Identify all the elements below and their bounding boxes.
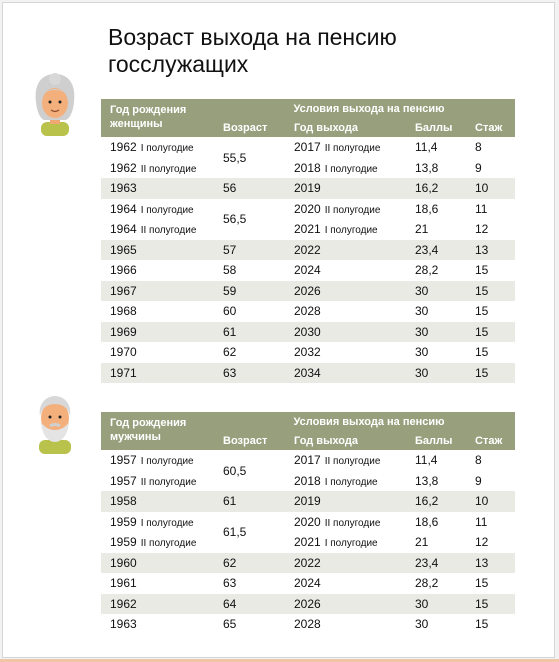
exit-half-year: II полугодие	[324, 143, 381, 155]
points-value: 18,6	[415, 201, 439, 216]
retirement-age: 56,5	[223, 212, 247, 226]
retirement-age: 62	[223, 555, 237, 570]
points-value: 11,4	[415, 140, 438, 155]
tenure-value: 10	[475, 494, 489, 509]
birth-year-header	[101, 99, 223, 137]
tenure-cell	[475, 471, 515, 492]
birth-year-cell	[101, 532, 223, 553]
points-cell	[415, 137, 475, 158]
exit-year: 2034	[294, 365, 321, 380]
points-cell	[415, 512, 475, 533]
table-row	[101, 471, 515, 492]
exit-year-cell	[290, 342, 415, 363]
exit-half-year: II полугодие	[324, 204, 381, 216]
tenure-value: 15	[475, 576, 489, 591]
points-cell	[415, 614, 475, 635]
exit-half-year: I полугодие	[324, 476, 378, 488]
birth-year: 1958	[110, 494, 137, 509]
age-cell	[223, 614, 290, 635]
exit-year-header: Год выхода	[290, 431, 415, 450]
birth-half-year: II полугодие	[140, 538, 197, 550]
exit-year: 2030	[294, 324, 321, 339]
exit-year: 2021	[294, 535, 321, 550]
exit-year-cell	[290, 512, 415, 533]
birth-year: 1960	[110, 555, 137, 570]
points-value: 11,4	[415, 453, 438, 468]
tenure-header: Стаж	[475, 118, 515, 137]
birth-year-cell	[101, 491, 223, 512]
birth-year-cell	[101, 219, 223, 240]
birth-year-cell	[101, 450, 223, 471]
exit-year: 2020	[294, 514, 321, 529]
tenure-value: 12	[475, 222, 489, 237]
birth-year-cell	[101, 471, 223, 492]
points-value: 28,2	[415, 263, 439, 278]
page-title	[108, 24, 397, 78]
table-row	[101, 594, 515, 615]
points-cell	[415, 158, 475, 179]
table-row	[101, 614, 515, 635]
exit-year-cell	[290, 322, 415, 343]
tenure-cell	[475, 532, 515, 553]
points-value: 21	[415, 222, 429, 237]
age-cell	[223, 573, 290, 594]
birth-year: 1959	[110, 535, 137, 550]
tenure-value: 15	[475, 617, 489, 632]
age-cell	[223, 281, 290, 302]
retirement-age: 57	[223, 242, 237, 257]
points-cell	[415, 322, 475, 343]
exit-half-year: II полугодие	[324, 517, 381, 529]
tenure-cell	[475, 491, 515, 512]
men-pension-table	[101, 412, 515, 635]
exit-year-cell	[290, 491, 415, 512]
age-cell	[223, 450, 290, 491]
retirement-age: 61	[223, 494, 237, 509]
points-cell	[415, 594, 475, 615]
exit-year-cell	[290, 573, 415, 594]
points-value: 30	[415, 345, 429, 360]
exit-year-cell	[290, 553, 415, 574]
points-value: 18,6	[415, 514, 439, 529]
exit-year: 2018	[294, 160, 321, 175]
table-row	[101, 532, 515, 553]
title-line-2: госслужащих	[108, 51, 249, 77]
tenure-cell	[475, 281, 515, 302]
tenure-cell	[475, 594, 515, 615]
exit-year: 2019	[294, 494, 321, 509]
tenure-value: 15	[475, 263, 489, 278]
exit-year-cell	[290, 199, 415, 220]
table-row	[101, 240, 515, 261]
points-value: 30	[415, 596, 429, 611]
birth-year-cell	[101, 553, 223, 574]
table-row	[101, 491, 515, 512]
birth-header-line-1: Год рождения	[110, 417, 187, 429]
birth-header-line-1: Год рождения	[110, 104, 187, 116]
exit-year: 2028	[294, 304, 321, 319]
table-row	[101, 573, 515, 594]
birth-year-cell	[101, 199, 223, 220]
table-row	[101, 260, 515, 281]
exit-year-cell	[290, 158, 415, 179]
points-cell	[415, 532, 475, 553]
points-value: 30	[415, 617, 429, 632]
tenure-value: 15	[475, 324, 489, 339]
points-value: 30	[415, 283, 429, 298]
birth-year: 1967	[110, 283, 137, 298]
table-row	[101, 281, 515, 302]
exit-year: 2024	[294, 263, 321, 278]
retirement-age: 60	[223, 304, 237, 319]
points-value: 16,2	[415, 181, 439, 196]
age-cell	[223, 363, 290, 384]
birth-year-cell	[101, 301, 223, 322]
age-cell	[223, 301, 290, 322]
tenure-value: 11	[475, 201, 488, 216]
conditions-header: Условия выхода на пенсию	[223, 412, 515, 431]
birth-year-cell	[101, 260, 223, 281]
birth-year-cell	[101, 512, 223, 533]
tenure-cell	[475, 553, 515, 574]
points-value: 30	[415, 304, 429, 319]
age-cell	[223, 342, 290, 363]
points-cell	[415, 553, 475, 574]
birth-year-cell	[101, 363, 223, 384]
tenure-value: 15	[475, 283, 489, 298]
age-header: Возраст	[223, 118, 290, 137]
exit-year-cell	[290, 301, 415, 322]
tenure-cell	[475, 219, 515, 240]
table-row	[101, 553, 515, 574]
birth-year: 1966	[110, 263, 137, 278]
points-cell	[415, 342, 475, 363]
points-value: 21	[415, 535, 429, 550]
exit-year: 2022	[294, 555, 321, 570]
tenure-value: 13	[475, 555, 489, 570]
birth-year-cell	[101, 342, 223, 363]
retirement-age: 64	[223, 596, 237, 611]
birth-year-cell	[101, 281, 223, 302]
age-cell	[223, 178, 290, 199]
table-row	[101, 301, 515, 322]
points-cell	[415, 450, 475, 471]
exit-year-cell	[290, 260, 415, 281]
retirement-age: 60,5	[223, 463, 247, 478]
birth-year-header	[101, 412, 223, 450]
exit-year-cell	[290, 594, 415, 615]
age-cell	[223, 260, 290, 281]
exit-year-header: Год выхода	[290, 118, 415, 137]
retirement-age: 63	[223, 576, 237, 591]
points-cell	[415, 240, 475, 261]
points-value: 13,8	[415, 160, 439, 175]
birth-year: 1957	[110, 453, 137, 468]
points-value: 23,4	[415, 555, 439, 570]
tenure-cell	[475, 614, 515, 635]
exit-year-cell	[290, 471, 415, 492]
age-cell	[223, 137, 290, 178]
age-cell	[223, 553, 290, 574]
exit-year-cell	[290, 219, 415, 240]
tenure-cell	[475, 158, 515, 179]
table-row	[101, 219, 515, 240]
tenure-value: 15	[475, 304, 489, 319]
points-header: Баллы	[415, 431, 475, 450]
retirement-age: 62	[223, 345, 237, 360]
points-value: 23,4	[415, 242, 439, 257]
tenure-cell	[475, 137, 515, 158]
tenure-cell	[475, 301, 515, 322]
points-cell	[415, 260, 475, 281]
birth-half-year: II полугодие	[140, 476, 197, 488]
exit-year-cell	[290, 532, 415, 553]
exit-year-cell	[290, 178, 415, 199]
birth-header-line-2: женщины	[110, 118, 163, 130]
tenure-cell	[475, 512, 515, 533]
points-value: 16,2	[415, 494, 439, 509]
birth-year-cell	[101, 240, 223, 261]
exit-year: 2017	[294, 453, 321, 468]
exit-year-cell	[290, 450, 415, 471]
tenure-cell	[475, 240, 515, 261]
elderly-woman-icon	[30, 72, 80, 136]
birth-year-cell	[101, 322, 223, 343]
exit-year-cell	[290, 614, 415, 635]
exit-year: 2028	[294, 617, 321, 632]
birth-half-year: I полугодие	[140, 517, 194, 529]
exit-year: 2019	[294, 181, 321, 196]
birth-half-year: I полугодие	[140, 143, 194, 155]
birth-year-cell	[101, 178, 223, 199]
points-cell	[415, 491, 475, 512]
exit-year: 2026	[294, 596, 321, 611]
elderly-man-icon	[30, 390, 80, 454]
birth-year: 1963	[110, 617, 137, 632]
exit-year: 2032	[294, 345, 321, 360]
exit-year: 2017	[294, 140, 321, 155]
age-header: Возраст	[223, 431, 290, 450]
birth-year: 1959	[110, 514, 137, 529]
birth-year: 1964	[110, 222, 137, 237]
tenure-cell	[475, 573, 515, 594]
tenure-value: 12	[475, 535, 489, 550]
birth-year: 1969	[110, 324, 137, 339]
points-cell	[415, 219, 475, 240]
tenure-value: 9	[475, 160, 482, 175]
tenure-cell	[475, 260, 515, 281]
points-value: 30	[415, 324, 429, 339]
table-row	[101, 342, 515, 363]
tenure-value: 10	[475, 181, 489, 196]
exit-year: 2021	[294, 222, 321, 237]
points-value: 30	[415, 365, 429, 380]
tenure-value: 15	[475, 345, 489, 360]
age-cell	[223, 322, 290, 343]
tenure-value: 15	[475, 365, 489, 380]
table-row	[101, 450, 515, 471]
exit-year: 2022	[294, 242, 321, 257]
birth-half-year: I полугодие	[140, 204, 194, 216]
birth-year: 1965	[110, 242, 137, 257]
points-value: 13,8	[415, 473, 439, 488]
table-row	[101, 322, 515, 343]
retirement-age: 56	[223, 181, 237, 196]
tenure-value: 8	[475, 453, 482, 468]
tenure-cell	[475, 199, 515, 220]
age-cell	[223, 512, 290, 553]
birth-year-cell	[101, 594, 223, 615]
retirement-age: 59	[223, 283, 237, 298]
birth-header-line-2: мужчины	[110, 431, 161, 443]
retirement-age: 61,5	[223, 525, 247, 539]
birth-year: 1962	[110, 596, 137, 611]
birth-year: 1962	[110, 140, 137, 155]
birth-year: 1964	[110, 201, 137, 216]
birth-year: 1961	[110, 576, 137, 591]
tenure-cell	[475, 363, 515, 384]
points-cell	[415, 363, 475, 384]
birth-year-cell	[101, 158, 223, 179]
points-value: 28,2	[415, 576, 439, 591]
points-header: Баллы	[415, 118, 475, 137]
retirement-age: 61	[223, 324, 237, 339]
birth-year: 1963	[110, 181, 137, 196]
points-cell	[415, 471, 475, 492]
table-row	[101, 199, 515, 220]
points-cell	[415, 178, 475, 199]
tenure-cell	[475, 450, 515, 471]
age-cell	[223, 199, 290, 240]
tenure-cell	[475, 178, 515, 199]
birth-year: 1962	[110, 160, 137, 175]
birth-year: 1970	[110, 345, 137, 360]
points-cell	[415, 199, 475, 220]
table-row	[101, 178, 515, 199]
exit-year: 2020	[294, 201, 321, 216]
birth-year: 1957	[110, 473, 137, 488]
birth-half-year: II полугодие	[140, 163, 197, 175]
retirement-age: 55,5	[223, 150, 247, 165]
birth-half-year: II полугодие	[140, 225, 197, 237]
tenure-value: 8	[475, 140, 482, 155]
table-row	[101, 363, 515, 384]
retirement-age: 58	[223, 263, 237, 278]
table-row	[101, 512, 515, 533]
birth-year: 1968	[110, 304, 137, 319]
tenure-header: Стаж	[475, 431, 515, 450]
age-cell	[223, 491, 290, 512]
age-cell	[223, 240, 290, 261]
exit-half-year: I полугодие	[324, 538, 378, 550]
exit-half-year: I полугодие	[324, 225, 378, 237]
table-row	[101, 158, 515, 179]
tenure-value: 9	[475, 473, 482, 488]
table-row	[101, 137, 515, 158]
exit-year: 2018	[294, 473, 321, 488]
retirement-age: 65	[223, 617, 237, 632]
exit-half-year: II полугодие	[324, 456, 381, 468]
birth-year-cell	[101, 137, 223, 158]
exit-year-cell	[290, 363, 415, 384]
points-cell	[415, 573, 475, 594]
tenure-value: 11	[475, 514, 488, 529]
age-cell	[223, 594, 290, 615]
exit-year-cell	[290, 240, 415, 261]
birth-year: 1971	[110, 365, 137, 380]
tenure-cell	[475, 342, 515, 363]
birth-year-cell	[101, 614, 223, 635]
exit-year-cell	[290, 281, 415, 302]
tenure-value: 13	[475, 242, 489, 257]
birth-year-cell	[101, 573, 223, 594]
title-line-1: Возраст выхода на пенсию	[108, 24, 397, 50]
points-cell	[415, 301, 475, 322]
tenure-value: 15	[475, 596, 489, 611]
exit-half-year: I полугодие	[324, 163, 378, 175]
exit-year: 2024	[294, 576, 321, 591]
points-cell	[415, 281, 475, 302]
exit-year: 2026	[294, 283, 321, 298]
birth-half-year: I полугодие	[140, 456, 194, 468]
retirement-age: 63	[223, 365, 237, 380]
exit-year-cell	[290, 137, 415, 158]
tenure-cell	[475, 322, 515, 343]
women-pension-table	[101, 99, 515, 383]
conditions-header: Условия выхода на пенсию	[223, 99, 515, 118]
